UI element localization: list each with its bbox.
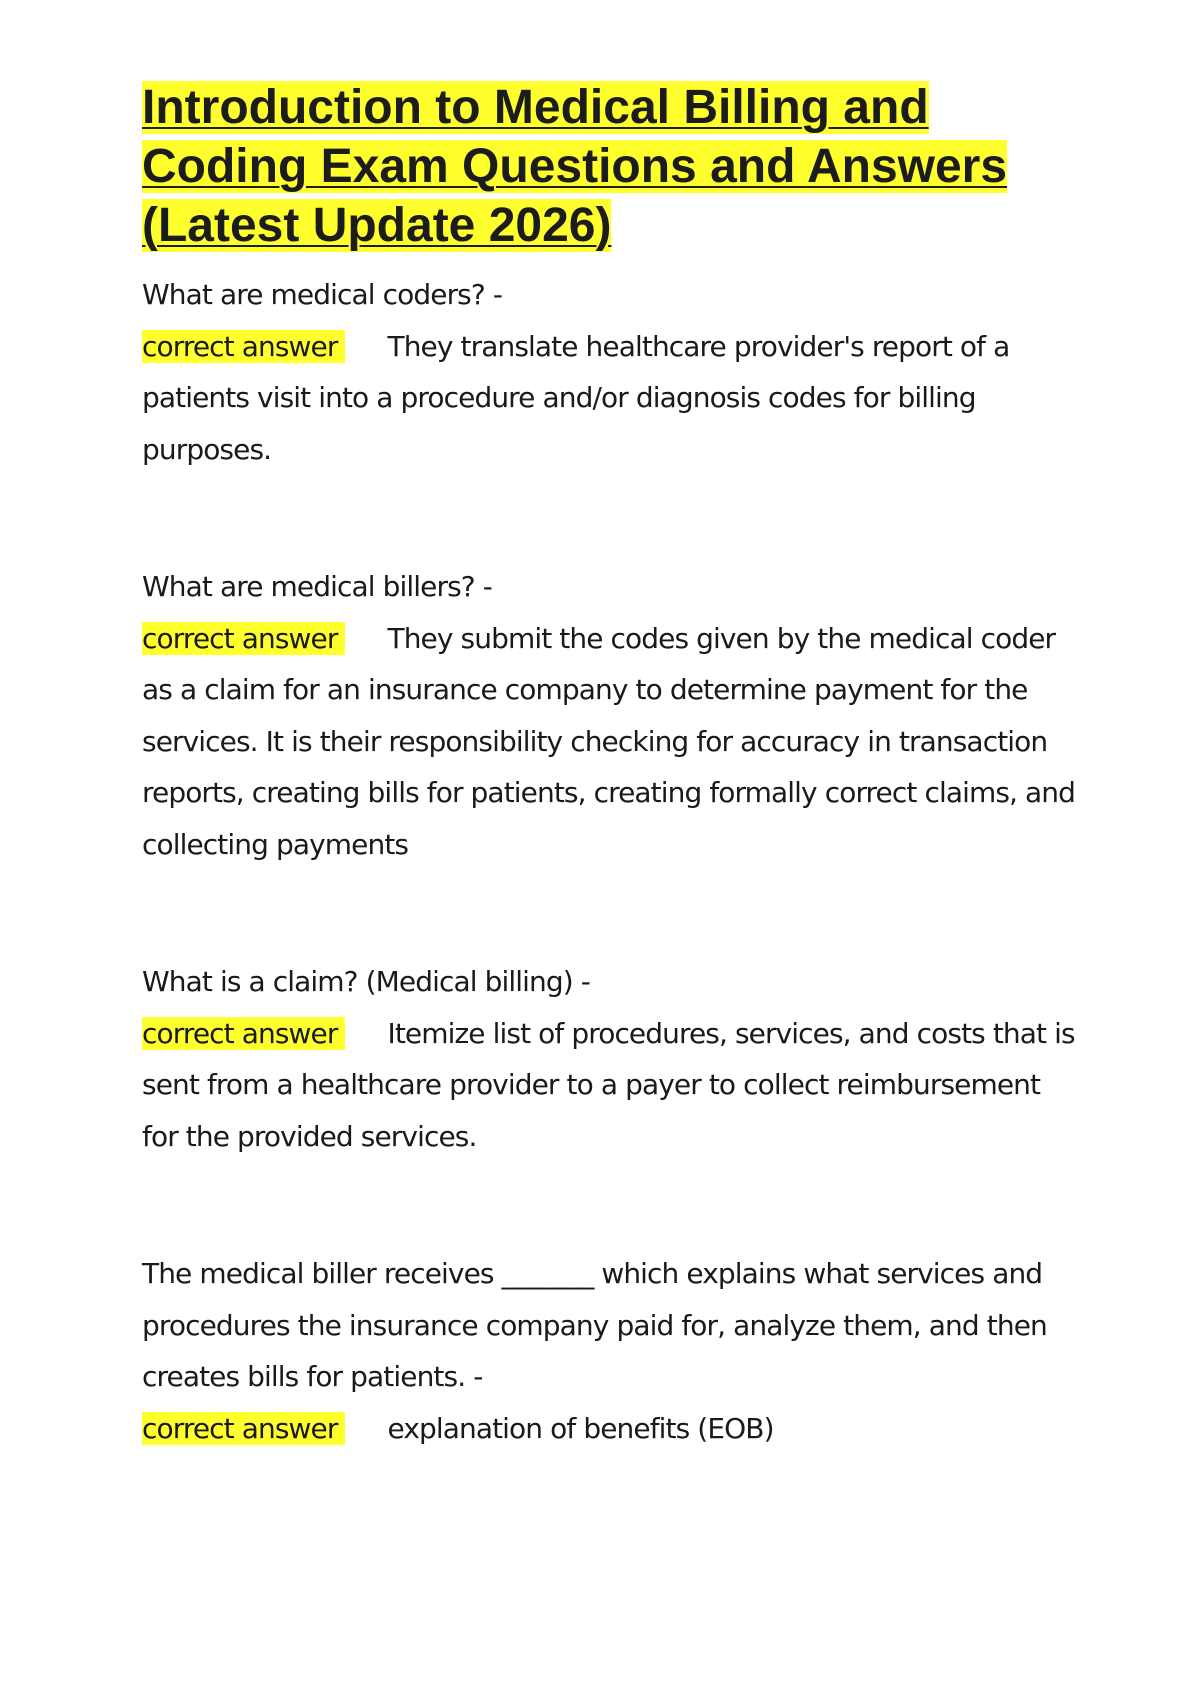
qa-item-2: [142, 561, 1082, 870]
correct-answer-label: correct answer: [142, 622, 345, 655]
answer-paragraph: [142, 1008, 1082, 1163]
qa-item-4: [142, 1248, 1082, 1454]
answer-text: They translate healthcare provider's report of a patients visit into a procedure and/or diagnosis codes for billing purposes.: [142, 329, 1010, 466]
document-title-text: Introduction to Medical Billing and Coding Exam Questions and Answers (Latest Update 2026): [142, 81, 1008, 252]
answer-text: explanation of benefits (EOB): [387, 1411, 774, 1445]
answer-paragraph: [142, 321, 1082, 476]
document-page: [142, 78, 1082, 1454]
answer-paragraph: [142, 1403, 1082, 1455]
correct-answer-label: correct answer: [142, 330, 345, 363]
correct-answer-label: correct answer: [142, 1017, 345, 1050]
correct-answer-label: correct answer: [142, 1412, 345, 1445]
answer-text: Itemize list of procedures, services, and costs that is sent from a healthcare provider to a payer to collect reimbursement for the provided services.: [142, 1016, 1075, 1153]
qa-item-3: [142, 956, 1082, 1162]
question-text: What are medical coders? -: [142, 278, 503, 311]
question-text: What is a claim? (Medical billing) -: [142, 965, 590, 998]
document-title: [142, 78, 1082, 255]
question-text: The medical biller receives _______ which explains what services and procedures the insurance company paid for, analyze them, and then creates bills for patients. -: [142, 1257, 1047, 1393]
question-text: What are medical billers? -: [142, 570, 492, 603]
qa-item-1: [142, 269, 1082, 475]
answer-text: They submit the codes given by the medical coder as a claim for an insurance company to determine payment for the services. It is their responsibility checking for accuracy in transaction reports, creating bills for patients, creating formally correct claims, and collecting payments: [142, 621, 1076, 861]
answer-paragraph: [142, 613, 1082, 871]
